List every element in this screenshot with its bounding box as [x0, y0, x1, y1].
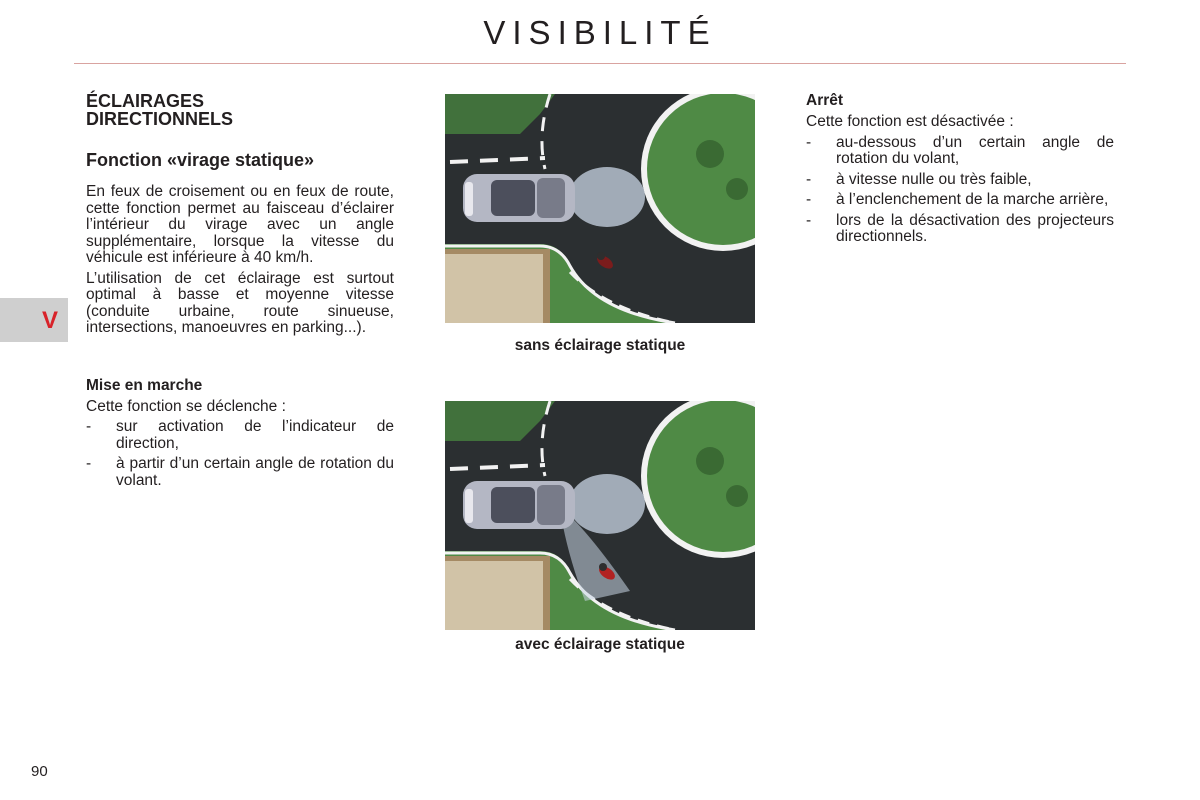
activation-heading: Mise en marche [86, 376, 203, 394]
intro-paragraph: En feux de croisement ou en feux de route, cette fonction permet au faisceau d’éclairer l’intérieur du virage avec un angle supplémentaire, lorsque la vitesse du véhicule est inférieure à 40 km/h. [86, 183, 394, 266]
deactivation-list [806, 135, 1114, 246]
left-column [86, 92, 394, 493]
illustration-without-static-lighting [445, 94, 755, 323]
list-item: - à vitesse nulle ou très faible, [806, 172, 1114, 189]
deactivation-intro: Cette fonction est désactivée : [806, 113, 1014, 130]
chapter-letter: V [42, 307, 59, 334]
list-item: - à partir d’un certain angle de rotation du volant. [86, 456, 394, 489]
function-heading: Fonction «virage statique» [86, 150, 315, 170]
title-divider [74, 63, 1126, 64]
activation-list [86, 419, 394, 489]
activation-intro: Cette fonction se déclenche : [86, 397, 286, 415]
figure-caption: sans éclairage statique [514, 337, 686, 354]
list-item: - sur activation de l’indicateur de direction, [86, 419, 394, 452]
list-item: - à l’enclenchement de la marche arrière, [806, 192, 1114, 209]
list-item: - au-dessous d’un certain angle de rotation du volant, [806, 135, 1114, 168]
illustration-with-static-lighting [445, 401, 755, 630]
page-title: VISIBILITÉ [483, 14, 717, 51]
deactivation-heading: Arrêt [806, 92, 844, 109]
section-heading: ÉCLAIRAGES DIRECTIONNELS [86, 91, 234, 129]
page-number: 90 [31, 763, 48, 780]
right-column [806, 92, 1114, 250]
usage-paragraph: L’utilisation de cet éclairage est surtout optimal à basse et moyenne vitesse (conduite urbaine, route sinueuse, intersections, manoeuvres en parking...). [86, 269, 394, 336]
figure-caption: avec éclairage statique [515, 636, 685, 653]
list-item: - lors de la désactivation des projecteurs directionnels. [806, 213, 1114, 246]
